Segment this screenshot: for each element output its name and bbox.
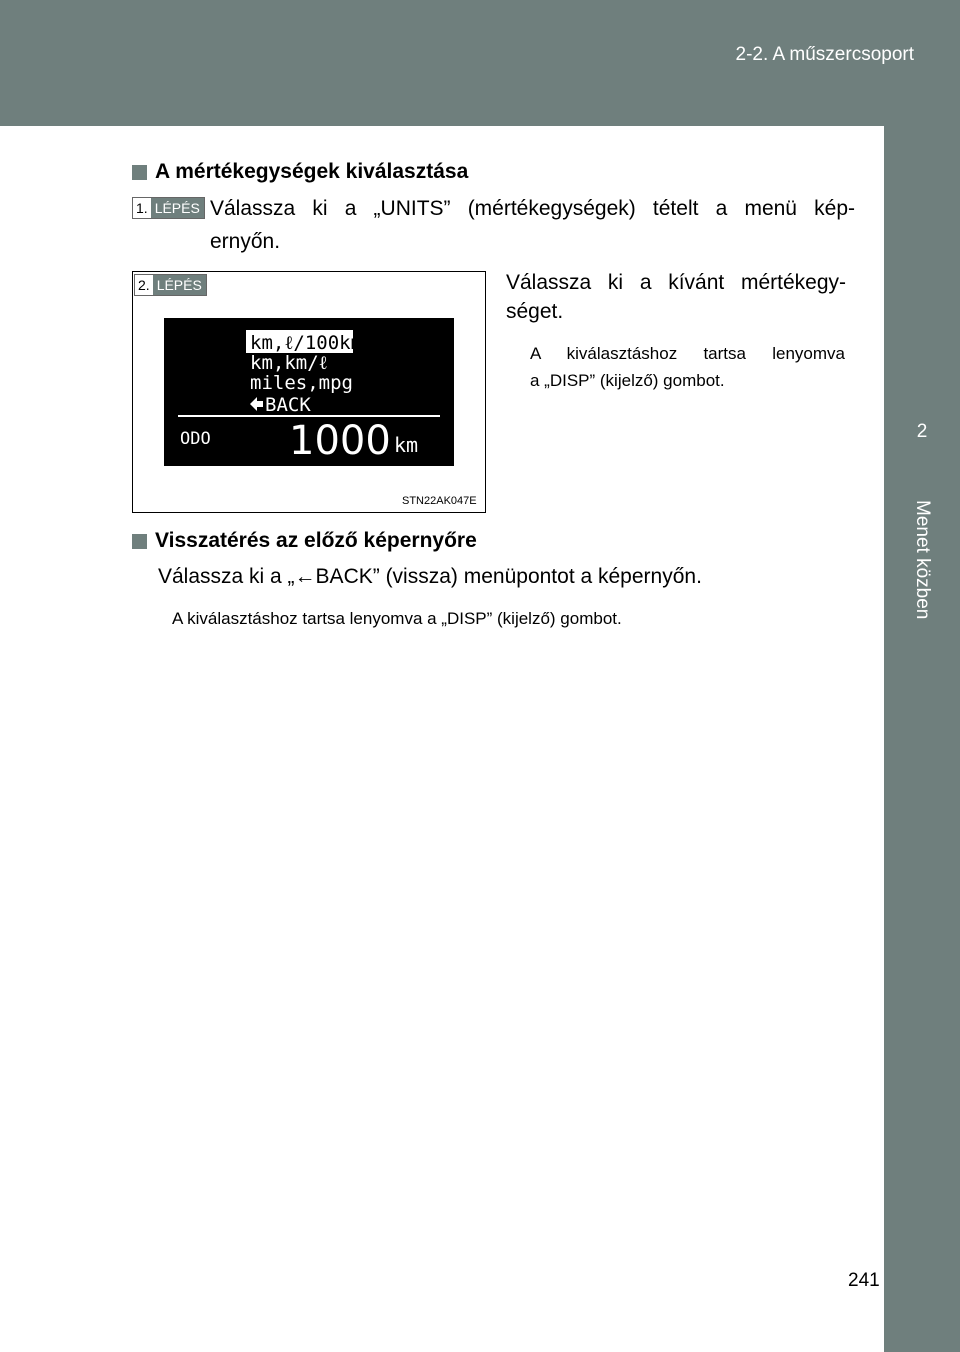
section-heading-units bbox=[132, 160, 468, 184]
menu-item-back: BACK bbox=[265, 394, 311, 416]
section-2-note: A kiválasztáshoz tartsa lenyomva a „DISP” (kijelző) gombot. bbox=[172, 609, 622, 628]
square-bullet-icon bbox=[132, 534, 147, 549]
figure-code: STN22AK047E bbox=[402, 495, 477, 507]
section-2-text: Válassza ki a „←BACK” (vissza) menüpontot a képernyőn. bbox=[158, 565, 702, 588]
odo-value: 1000 bbox=[289, 418, 391, 464]
step-2-text-line1: Válassza ki a kívánt mértékegy- bbox=[506, 271, 846, 294]
menu-item-2: km,km/ℓ bbox=[250, 352, 328, 374]
step-1-number: 1. bbox=[133, 198, 151, 218]
menu-item-3: miles,mpg bbox=[250, 372, 353, 394]
square-bullet-icon bbox=[132, 165, 147, 180]
section-heading-back bbox=[132, 529, 477, 553]
step-1-text-line2: ernyőn. bbox=[210, 230, 281, 253]
step-2-note-line1: A kiválasztáshoz tartsa lenyomva bbox=[530, 344, 845, 363]
step-1-badge bbox=[132, 197, 205, 219]
odo-label: ODO bbox=[180, 429, 211, 449]
display-svg bbox=[164, 318, 454, 466]
chapter-number: 2 bbox=[884, 390, 960, 474]
step-2-badge bbox=[134, 274, 207, 296]
chapter-label bbox=[884, 500, 960, 640]
section-heading-text: Visszatérés az előző képernyőre bbox=[155, 529, 477, 552]
running-header: 2-2. A műszercsoport bbox=[735, 44, 914, 65]
section-heading-text: A mértékegységek kiválasztása bbox=[155, 160, 469, 183]
step-2-text-line2: séget. bbox=[506, 300, 564, 323]
page-number: 241 bbox=[848, 1270, 880, 1291]
step-1-word: LÉPÉS bbox=[151, 198, 204, 218]
back-arrow-icon bbox=[250, 397, 263, 411]
chapter-label-text: Menet közben bbox=[912, 500, 933, 620]
odo-unit: km bbox=[394, 433, 419, 457]
step-2-number: 2. bbox=[135, 275, 153, 295]
multi-information-display bbox=[164, 318, 454, 466]
step-1-text-line1: Válassza ki a „UNITS” (mértékegységek) tételt a menü kép- bbox=[210, 197, 855, 220]
step-2-word: LÉPÉS bbox=[153, 275, 206, 295]
side-tab-top bbox=[884, 126, 960, 390]
menu-item-1: km,ℓ/100km bbox=[250, 332, 363, 354]
step-2-note-line2: a „DISP” (kijelző) gombot. bbox=[530, 371, 725, 390]
